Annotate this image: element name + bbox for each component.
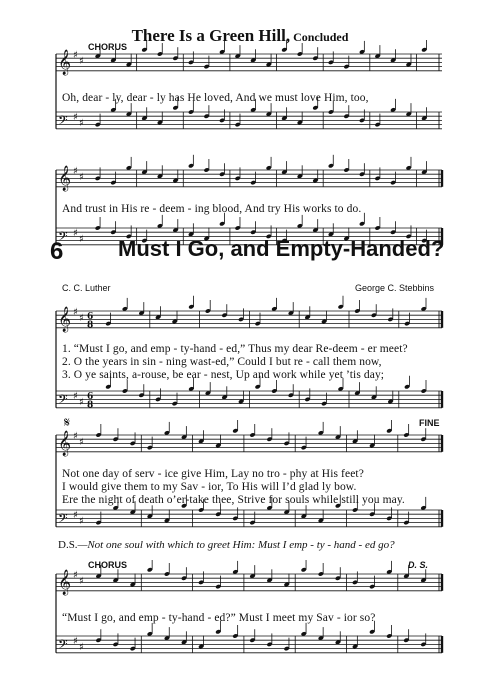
sharp-icon: ♯ (73, 50, 78, 61)
treble-clef-icon: 𝄞 (58, 166, 72, 191)
verse-line: 3. O ye saints, a-rouse, be ear - nest, Up and work while yet ’tis day; (62, 369, 385, 381)
sharp-icon: ♯ (73, 166, 78, 177)
ds-prefix: D.S. (58, 539, 78, 551)
bass-clef-icon: 𝄢 (58, 511, 68, 529)
lyric-line: “Must I go, and emp - ty-hand - ed?” Must I meet my Sav - ior so? (62, 612, 376, 624)
sharp-icon: ♯ (73, 391, 78, 402)
hymn-subtitle: Concluded (293, 30, 349, 44)
sharp-icon: ♯ (73, 112, 78, 123)
ds-text: —Not one soul with which to greet Him: Must I emp - ty - hand - ed go? (77, 539, 395, 551)
sharp-icon: ♯ (79, 172, 84, 183)
sharp-icon: ♯ (73, 228, 78, 239)
chorus-label: CHORUS (88, 560, 128, 570)
treble-clef-icon: 𝄞 (58, 431, 72, 456)
verse-line: I would give them to my Sav - ior, To His will I’d glad ly bow. (62, 481, 357, 493)
sharp-icon: ♯ (73, 510, 78, 521)
svg-text:6: 6 (87, 312, 94, 322)
verse-line: 1. “Must I go, and emp - ty-hand - ed,” Thus my dear Re-deem - er meet? (62, 343, 408, 355)
verse-line: 2. O the years in sin - ning wast-ed,” Could I but re - call them now, (62, 356, 382, 368)
bass-clef-icon: 𝄢 (58, 229, 68, 247)
sharp-icon: ♯ (73, 307, 78, 318)
sharp-icon: ♯ (79, 516, 84, 527)
ds-note (58, 539, 395, 551)
sharp-icon: ♯ (79, 56, 84, 67)
verse-line: Not one day of serv - ice give Him, Lay no tro - phy at His feet? (62, 468, 364, 480)
ds-mark: D. S. (408, 560, 429, 570)
svg-text:6: 6 (87, 392, 94, 402)
bass-clef-icon: 𝄢 (58, 392, 68, 410)
hymn-title: Must I Go, and Empty-Handed? (118, 236, 445, 261)
bass-clef-icon: 𝄢 (58, 113, 68, 131)
sharp-icon: ♯ (79, 118, 84, 129)
lyric-line: And trust in His re - deem - ing blood, And try His works to do. (62, 203, 362, 215)
lyric-line: Oh, dear - ly, dear - ly has He loved, And we must love Him, too, (62, 92, 369, 104)
sharp-icon: ♯ (79, 642, 84, 653)
segno-sign: 𝄋 (64, 416, 71, 431)
svg-text:8: 8 (87, 400, 94, 411)
author-credit: C. C. Luther (62, 283, 111, 293)
chorus-label: CHORUS (88, 42, 128, 52)
sharp-icon: ♯ (79, 576, 84, 587)
hymn-number: 6 (50, 238, 64, 265)
sharp-icon: ♯ (79, 437, 84, 448)
treble-clef-icon: 𝄞 (58, 50, 72, 75)
sharp-icon: ♯ (73, 431, 78, 442)
treble-clef-icon: 𝄞 (58, 570, 72, 595)
sharp-icon: ♯ (79, 234, 84, 245)
sharp-icon: ♯ (79, 397, 84, 408)
hymn-title-text: There Is a Green Hill, (131, 26, 291, 45)
treble-clef-icon: 𝄞 (58, 307, 72, 332)
svg-text:8: 8 (87, 320, 94, 331)
composer-credit: George C. Stebbins (355, 283, 435, 293)
sharp-icon: ♯ (73, 570, 78, 581)
bass-clef-icon: 𝄢 (58, 637, 68, 655)
verse-line: Ere the night of death o’er-take thee, Strive for souls while still you may. (62, 494, 405, 506)
fine-label: FINE (419, 418, 440, 428)
sharp-icon: ♯ (73, 636, 78, 647)
sharp-icon: ♯ (79, 313, 84, 324)
